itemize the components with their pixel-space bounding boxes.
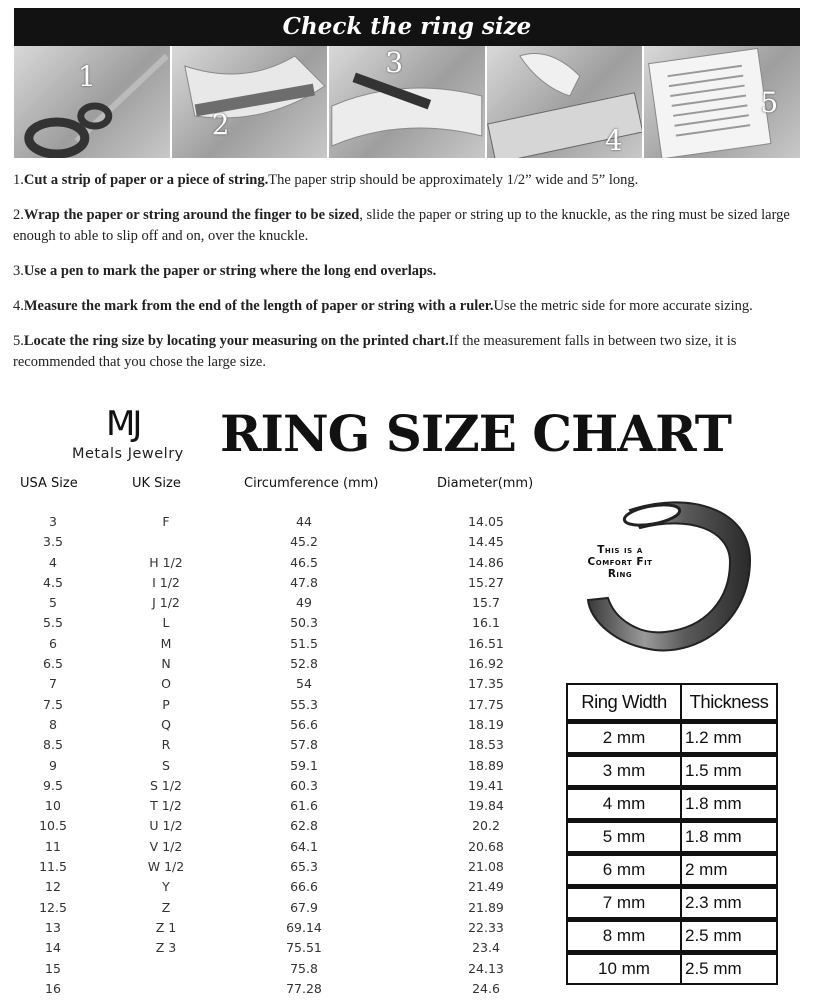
usa-size-cell: 14 — [45, 940, 61, 956]
usa-size-cell: 6 — [49, 635, 57, 651]
instruction-3: 3.Use a pen to mark the paper or string where the long end overlaps. — [13, 263, 437, 279]
usa-size-cell: 16 — [45, 980, 61, 996]
uk-size-cell: P — [162, 696, 170, 712]
usa-size-cell: 4 — [49, 554, 57, 570]
circumference-cell: 52.8 — [290, 656, 318, 672]
uk-size-cell: F — [162, 514, 170, 529]
circumference-cell: 59.1 — [290, 757, 318, 773]
width-table-row — [567, 821, 777, 854]
comfort-fit-label: This is a Comfort Fit Ring — [587, 544, 653, 580]
size-table-row — [0, 837, 560, 857]
step-number-1: 1 — [78, 60, 96, 93]
width-table-row — [567, 755, 777, 788]
size-table-row — [0, 613, 560, 633]
usa-size-header: USA Size — [20, 476, 78, 491]
usa-size-cell: 7 — [49, 676, 57, 692]
diameter-cell: 18.89 — [468, 757, 504, 773]
diameter-cell: 15.7 — [472, 595, 500, 611]
ring-width-cell: 10 mm — [567, 953, 681, 985]
uk-size-cell: I 1/2 — [152, 574, 180, 590]
width-table-row — [567, 953, 777, 985]
uk-size-cell: N — [161, 656, 171, 672]
pen-icon — [329, 46, 485, 158]
diameter-cell: 16.1 — [472, 615, 500, 631]
uk-size-cell: L — [162, 615, 170, 631]
diameter-cell: 23.4 — [472, 940, 500, 956]
width-table-row — [567, 788, 777, 821]
uk-size-cell: S 1/2 — [149, 777, 183, 793]
usa-size-cell: 9.5 — [43, 777, 63, 793]
usa-size-cell: 12 — [45, 879, 61, 895]
diameter-cell: 20.68 — [468, 838, 504, 854]
step-1-scissors-photo — [14, 46, 172, 158]
brand-name: Metals Jewelry — [72, 446, 184, 462]
step-4-ruler-photo — [487, 46, 645, 158]
steps-photo-strip — [14, 46, 800, 158]
width-table-row — [567, 920, 777, 953]
uk-size-cell: Y — [162, 879, 170, 895]
thickness-cell: 2 mm — [681, 854, 777, 887]
uk-size-cell: V 1/2 — [149, 838, 183, 854]
ring-width-cell: 8 mm — [567, 920, 681, 953]
ring-size-table — [0, 512, 560, 999]
uk-size-cell: H 1/2 — [149, 554, 183, 570]
width-table-row — [567, 887, 777, 920]
size-table-row — [0, 877, 560, 897]
ring-width-cell: 3 mm — [567, 755, 681, 788]
usa-size-cell: 11 — [45, 838, 61, 854]
usa-size-cell: 11.5 — [39, 859, 67, 875]
usa-size-cell: 8.5 — [43, 737, 63, 753]
uk-size-cell: W 1/2 — [147, 859, 185, 875]
circumference-cell: 56.6 — [290, 716, 318, 732]
usa-size-cell: 9 — [49, 757, 57, 773]
circumference-cell: 62.8 — [290, 818, 318, 834]
step-number-4: 4 — [604, 124, 623, 157]
circumference-cell: 64.1 — [290, 838, 318, 854]
circumference-cell: 67.9 — [290, 899, 318, 915]
size-table-row — [0, 695, 560, 715]
usa-size-cell: 7.5 — [43, 696, 63, 712]
circumference-cell: 60.3 — [290, 777, 318, 793]
thickness-cell: 1.5 mm — [681, 755, 777, 788]
width-table-row — [567, 854, 777, 887]
circumference-cell: 65.3 — [290, 859, 318, 875]
usa-size-cell: 8 — [49, 716, 57, 732]
size-table-row — [0, 796, 560, 816]
diameter-cell: 14.86 — [468, 554, 504, 570]
circumference-cell: 75.51 — [286, 940, 322, 956]
diameter-cell: 15.27 — [468, 574, 504, 590]
ring-width-cell: 5 mm — [567, 821, 681, 854]
size-table-row — [0, 898, 560, 918]
diameter-cell: 17.35 — [468, 676, 504, 692]
thickness-cell: 1.8 mm — [681, 821, 777, 854]
thickness-cell: 2.5 mm — [681, 953, 777, 985]
uk-size-cell: S — [162, 757, 170, 773]
usa-size-cell: 10 — [45, 798, 61, 814]
brand-logo — [72, 404, 207, 466]
size-table-row — [0, 776, 560, 796]
width-table-header-row — [567, 684, 777, 722]
thickness-header: Thickness — [681, 684, 777, 722]
size-table-row — [0, 593, 560, 613]
diameter-cell: 18.19 — [468, 716, 504, 732]
uk-size-cell: U 1/2 — [149, 818, 183, 834]
thickness-cell: 1.2 mm — [681, 722, 777, 755]
diameter-header: Diameter(mm) — [437, 476, 534, 491]
circumference-cell: 57.8 — [290, 737, 318, 753]
instruction-2: 2.Wrap the paper or string around the finger to be sized, slide the paper or string up to the knuckle, as the ring must be sized large enough to able to slip off and on, over the knuckle. — [13, 207, 790, 244]
size-table-row — [0, 938, 560, 958]
diameter-cell: 24.13 — [468, 960, 504, 976]
circumference-cell: 51.5 — [290, 635, 318, 651]
uk-size-cell: J 1/2 — [152, 595, 180, 611]
step-number-3: 3 — [385, 46, 404, 79]
step-number-2: 2 — [211, 108, 230, 141]
diameter-cell: 17.75 — [468, 696, 504, 712]
uk-size-cell: Z 3 — [155, 940, 177, 956]
usa-size-cell: 15 — [45, 960, 61, 976]
circumference-cell: 54 — [296, 676, 312, 692]
size-table-row — [0, 979, 560, 999]
circumference-cell: 61.6 — [290, 798, 318, 814]
usa-size-cell: 5.5 — [43, 615, 63, 631]
size-table-row — [0, 816, 560, 836]
instruction-1: 1.Cut a strip of paper or a piece of string.The paper strip should be approximately 1/2” wide and 5” long. — [13, 172, 639, 188]
ring-width-cell: 2 mm — [567, 722, 681, 755]
width-table-row — [567, 722, 777, 755]
uk-size-cell: Q — [161, 716, 171, 732]
circumference-header: Circumference (mm) — [244, 476, 379, 491]
step-2-wrap-photo — [172, 46, 330, 158]
diameter-cell: 18.53 — [468, 737, 504, 753]
ring-width-thickness-table — [566, 683, 778, 985]
circumference-cell: 75.8 — [290, 960, 318, 976]
circumference-cell: 55.3 — [290, 696, 318, 712]
size-table-row — [0, 573, 560, 593]
diameter-cell: 21.89 — [468, 899, 504, 915]
size-table-row — [0, 553, 560, 573]
uk-size-cell: Z 1 — [155, 919, 177, 935]
diameter-cell: 21.49 — [468, 879, 504, 895]
usa-size-cell: 3.5 — [43, 534, 63, 550]
ring-width-cell: 7 mm — [567, 887, 681, 920]
diameter-cell: 24.6 — [472, 980, 500, 996]
hand-icon — [172, 46, 328, 158]
size-table-row — [0, 756, 560, 776]
diameter-cell: 14.05 — [468, 514, 504, 529]
diameter-cell: 16.51 — [468, 635, 504, 651]
usa-size-cell: 13 — [45, 919, 61, 935]
uk-size-cell: O — [161, 676, 171, 692]
chart-title: RING SIZE CHART — [220, 404, 731, 463]
uk-size-cell: Z — [161, 899, 171, 915]
diameter-cell: 22.33 — [468, 919, 504, 935]
size-table-row — [0, 918, 560, 938]
usa-size-cell: 12.5 — [39, 899, 67, 915]
thickness-cell: 2.3 mm — [681, 887, 777, 920]
thickness-cell: 2.5 mm — [681, 920, 777, 953]
usa-size-cell: 4.5 — [43, 574, 63, 590]
thickness-cell: 1.8 mm — [681, 788, 777, 821]
instruction-5: 5.Locate the ring size by locating your measuring on the printed chart.If the measurement falls in between two size, it is recommended that you chose the large size. — [13, 333, 737, 370]
uk-size-cell: T 1/2 — [150, 798, 182, 814]
step-3-mark-photo — [329, 46, 487, 158]
uk-size-cell: M — [160, 635, 172, 651]
diameter-cell: 19.41 — [468, 777, 504, 793]
circumference-cell: 49 — [296, 595, 312, 611]
size-table-row — [0, 674, 560, 694]
size-table-row — [0, 512, 560, 532]
diameter-cell: 14.45 — [468, 534, 504, 550]
usa-size-cell: 3 — [49, 514, 57, 529]
usa-size-cell: 10.5 — [39, 818, 67, 834]
instructions-list — [13, 170, 803, 387]
uk-size-header: UK Size — [132, 476, 181, 491]
circumference-cell: 45.2 — [290, 534, 318, 550]
ring-width-cell: 4 mm — [567, 788, 681, 821]
circumference-cell: 47.8 — [290, 574, 318, 590]
size-table-row — [0, 532, 560, 552]
step-number-5: 5 — [760, 86, 779, 119]
banner-title: Check the ring size — [282, 13, 532, 40]
size-table-row — [0, 715, 560, 735]
size-table-row — [0, 857, 560, 877]
check-ring-size-banner — [14, 8, 800, 46]
circumference-cell: 69.14 — [286, 919, 322, 935]
circumference-cell: 77.28 — [286, 980, 322, 996]
usa-size-cell: 6.5 — [43, 656, 63, 672]
diameter-cell: 20.2 — [472, 818, 500, 834]
brand-monogram: MJ — [106, 404, 140, 444]
circumference-cell: 66.6 — [290, 879, 318, 895]
size-table-row — [0, 735, 560, 755]
ring-width-header: Ring Width — [567, 684, 681, 722]
circumference-cell: 46.5 — [290, 554, 318, 570]
circumference-cell: 44 — [296, 514, 312, 529]
instruction-4: 4.Measure the mark from the end of the length of paper or string with a ruler.Use the metric side for more accurate sizing. — [13, 298, 753, 314]
ring-width-cell: 6 mm — [567, 854, 681, 887]
size-table-row — [0, 654, 560, 674]
diameter-cell: 19.84 — [468, 798, 504, 814]
size-table-row — [0, 959, 560, 979]
diameter-cell: 16.92 — [468, 656, 504, 672]
diameter-cell: 21.08 — [468, 859, 504, 875]
step-5-chart-photo — [644, 46, 800, 158]
usa-size-cell: 5 — [49, 595, 57, 611]
circumference-cell: 50.3 — [290, 615, 318, 631]
uk-size-cell: R — [161, 737, 171, 753]
size-table-row — [0, 634, 560, 654]
